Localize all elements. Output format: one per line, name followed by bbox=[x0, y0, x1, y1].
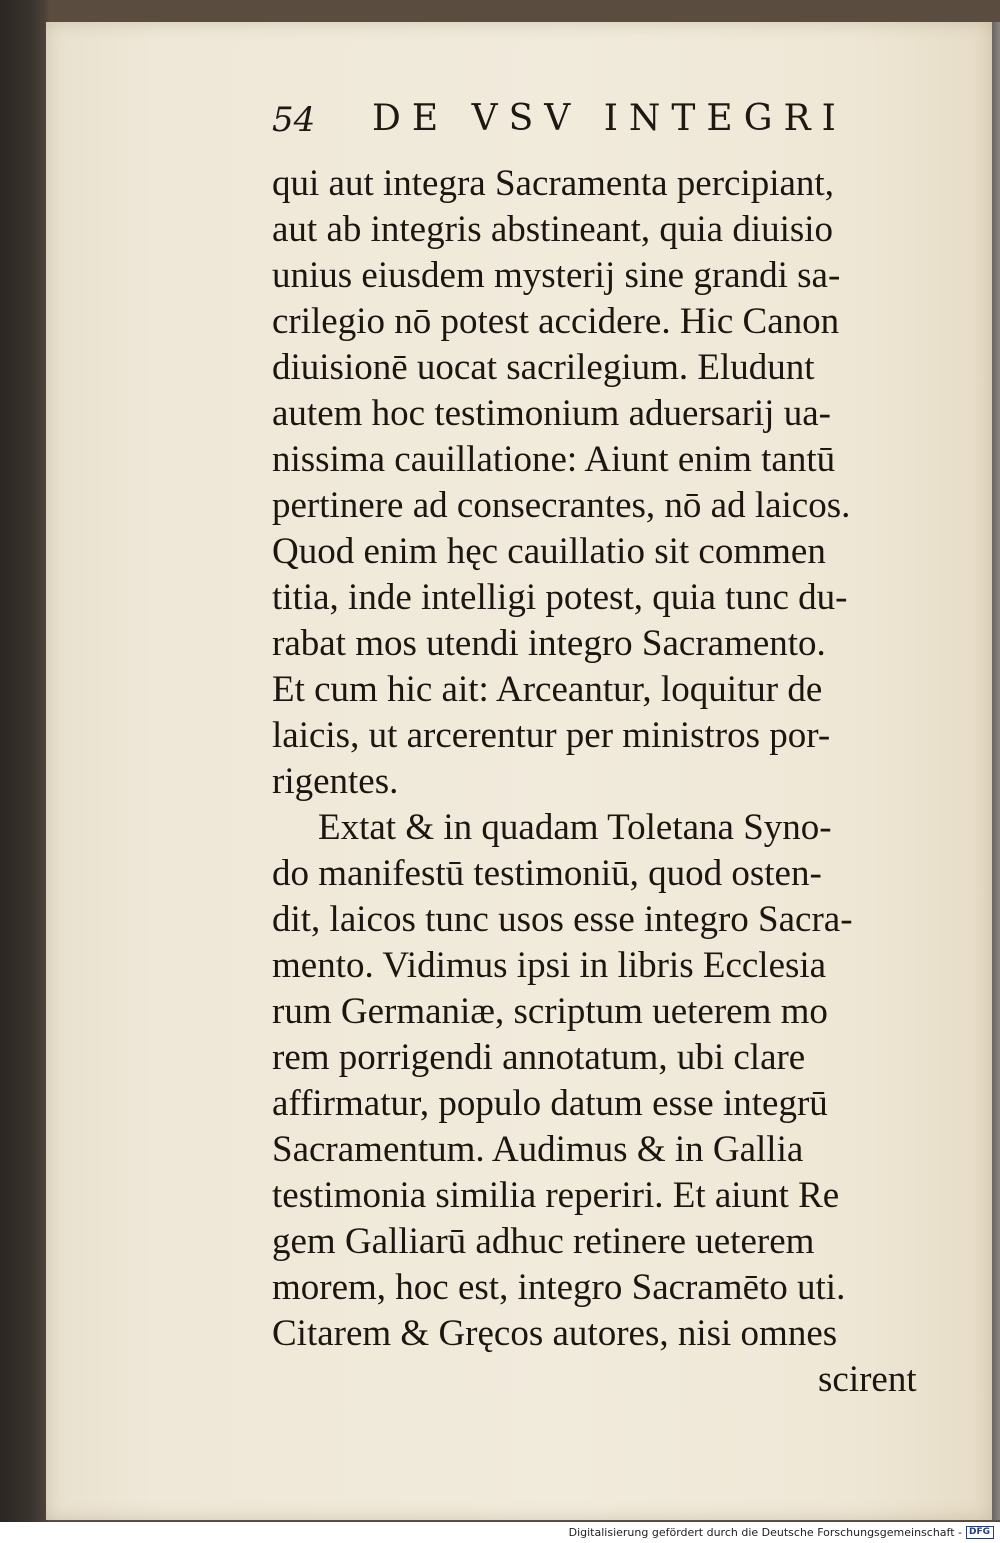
text-line: autem hoc testimonium aduersarij ua- bbox=[272, 393, 831, 434]
text-line: mento. Vidimus ipsi in libris Ecclesia bbox=[272, 945, 827, 986]
page-number: 54 bbox=[272, 100, 316, 140]
text-line: morem, hoc est, integro Sacramēto uti. bbox=[272, 1267, 846, 1308]
text-line: Quod enim hęc cauillatio sit commen bbox=[272, 531, 826, 572]
digitization-footer bbox=[0, 1522, 1000, 1543]
text-line: pertinere ad consecrantes, nō ad laicos. bbox=[272, 485, 851, 526]
text-line: Et cum hic ait: Arceantur, loquitur de bbox=[272, 669, 823, 710]
page-edge bbox=[992, 22, 1000, 1520]
text-line: rabat mos utendi integro Sacramento. bbox=[272, 623, 826, 664]
text-line: affirmatur, populo datum esse integrū bbox=[272, 1083, 828, 1124]
dfg-logo bbox=[966, 1526, 994, 1539]
text-line: Extat & in quadam Toletana Syno- bbox=[318, 807, 832, 848]
text-line: gem Galliarū adhuc retinere ueterem bbox=[272, 1221, 815, 1262]
text-line: testimonia similia reperiri. Et aiunt Re bbox=[272, 1175, 840, 1216]
dfg-logo-text: DFG bbox=[969, 1527, 991, 1537]
running-title: DE VSV INTEGRI bbox=[372, 98, 847, 139]
text-line: qui aut integra Sacramenta percipiant, bbox=[272, 163, 834, 204]
text-line: rum Germaniæ, scriptum ueterem mo bbox=[272, 991, 828, 1032]
text-line: unius eiusdem mysterij sine grandi sa- bbox=[272, 255, 841, 296]
catchword: scirent bbox=[818, 1359, 917, 1400]
text-line: titia, inde intelligi potest, quia tunc du- bbox=[272, 577, 848, 618]
page-header bbox=[272, 98, 872, 148]
text-line: laicis, ut arcerentur per ministros por- bbox=[272, 715, 831, 756]
text-line: Sacramentum. Audimus & in Gallia bbox=[272, 1129, 804, 1170]
text-line: crilegio nō potest accidere. Hic Canon bbox=[272, 301, 840, 342]
text-line: rigentes. bbox=[272, 761, 399, 802]
text-line: aut ab integris abstineant, quia diuisio bbox=[272, 209, 834, 250]
funding-credit: Digitalisierung gefördert durch die Deutsche Forschungsgemeinschaft - bbox=[568, 1526, 962, 1539]
text-line: dit, laicos tunc usos esse integro Sacra- bbox=[272, 899, 853, 940]
text-line: nissima cauillatione: Aiunt enim tantū bbox=[272, 439, 836, 480]
text-line: do manifestū testimoniū, quod osten- bbox=[272, 853, 822, 894]
text-line: rem porrigendi annotatum, ubi clare bbox=[272, 1037, 806, 1078]
text-line: Citarem & Gręcos autores, nisi omnes bbox=[272, 1313, 838, 1354]
text-line: diuisionē uocat sacrilegium. Eludunt bbox=[272, 347, 815, 388]
